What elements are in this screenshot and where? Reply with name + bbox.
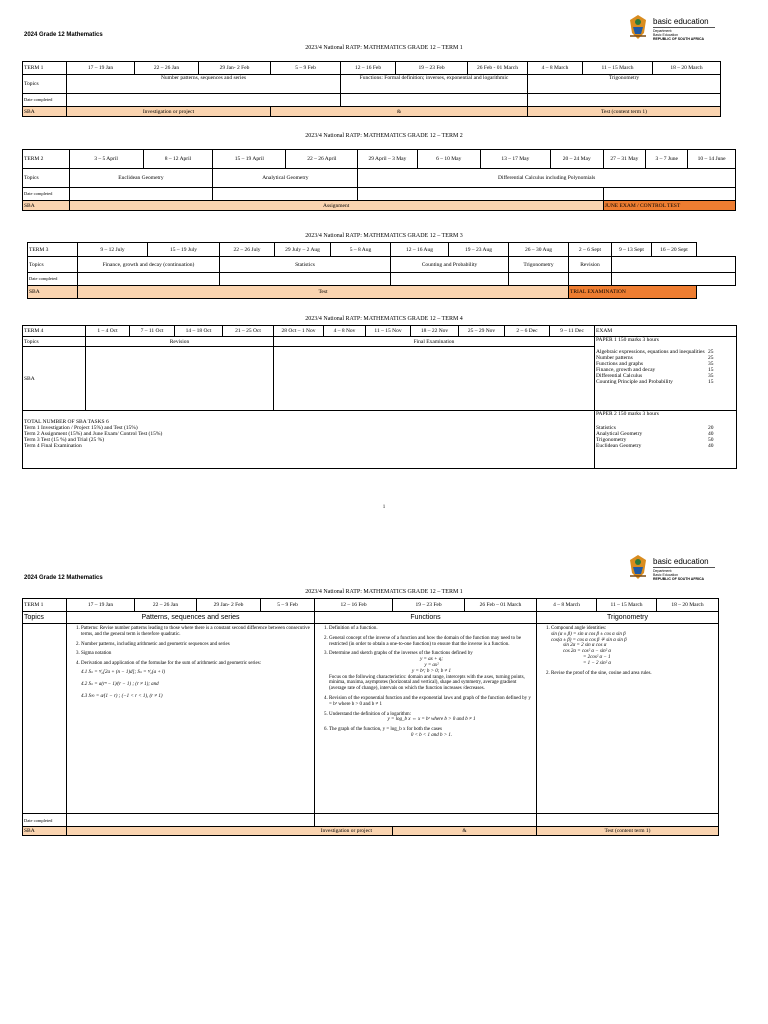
topic-cell: Counting and Probability	[391, 257, 509, 273]
logo-sub-3: REPUBLIC OF SOUTH AFRICA	[653, 577, 705, 581]
week-cell: 10 – 14 June	[688, 150, 736, 169]
paper1-heading: PAPER 1 150 marks 3 hours	[596, 337, 659, 343]
week-cell: 5 – 8 Aug	[331, 243, 391, 257]
week-cell: 29 April – 3 May	[358, 150, 417, 169]
exam-marks: 15	[708, 379, 714, 385]
patterns-item-text: Derivation and application of the formulae for the sum of arithmetic and geometric series:	[81, 661, 262, 667]
logo-divider	[653, 567, 715, 568]
functions-item-text: Understand the definition of a logarithm:	[329, 711, 412, 717]
topic-cell: Analytical Geometry	[213, 169, 358, 188]
week-cell: 18 – 20 March	[657, 599, 719, 612]
coat-of-arms-icon	[627, 553, 649, 581]
term1-title: 2023/4 National RATP: MATHEMATICS GRADE 12 – TERM 1	[305, 45, 463, 51]
week-cell: 11 – 15 March	[597, 599, 657, 612]
term2-title: 2023/4 National RATP: MATHEMATICS GRADE 12 – TERM 2	[305, 133, 463, 139]
term4-label: TERM 4	[23, 326, 86, 337]
week-cell: 12 – 16 Feb	[341, 62, 396, 75]
topic-cell: Functions: Formal definition; inverses, exponential and logarithmic	[341, 75, 528, 94]
logo-divider	[653, 27, 715, 28]
week-cell: 6 – 10 May	[417, 150, 480, 169]
trig-item: 2. Revise the proof of the sine, cosine and area rules.	[551, 671, 716, 677]
doc-header-title: 2024 Grade 12 Mathematics	[24, 575, 103, 581]
functions-item	[329, 651, 534, 692]
exam-marks: 40	[708, 431, 714, 437]
week-cell: 14 – 18 Oct	[175, 326, 223, 337]
column-heading: Patterns, sequences and series	[67, 612, 315, 624]
exam-topic: Euclidean Geometry	[596, 443, 642, 449]
topic-cell: Trigonometry	[509, 257, 569, 273]
week-cell: 4 – 8 March	[528, 62, 583, 75]
paper1-marks	[596, 349, 735, 385]
week-cell: 15 – 19 July	[148, 243, 220, 257]
term4-title: 2023/4 National RATP: MATHEMATICS GRADE 12 – TERM 4	[305, 316, 463, 322]
term1-label: TERM 1	[23, 62, 67, 75]
date-cell	[603, 188, 735, 201]
detail-table	[22, 598, 719, 836]
date-cell	[67, 94, 341, 107]
term2-table	[22, 149, 736, 211]
date-cell	[67, 814, 315, 827]
week-cell: 17 – 19 Jan	[67, 599, 135, 612]
trig-identity: cos 2α = cos² α − sin² α	[563, 649, 612, 655]
term3-title: 2023/4 National RATP: MATHEMATICS GRADE 12 – TERM 3	[305, 233, 463, 239]
trig-identity: sin (α ± β) = sin α cos β ± cos α sin β	[551, 631, 626, 637]
column-heading: Trigonometry	[537, 612, 719, 624]
week-cell: 29 July – 2 Aug	[275, 243, 331, 257]
sba-totals	[23, 411, 595, 469]
function-eq: y = ax²	[424, 662, 439, 668]
week-cell: 26 Feb – 01 March	[465, 599, 537, 612]
date-cell	[341, 94, 528, 107]
week-cell: 2 – 6 Sept	[569, 243, 612, 257]
topic-cell: Trigonometry	[528, 75, 721, 94]
date-cell	[78, 273, 220, 286]
week-cell: 26 Feb - 01 March	[468, 62, 528, 75]
week-cell: 7 – 11 Oct	[130, 326, 175, 337]
date-cell	[391, 273, 509, 286]
function-eq: y = bˣ; b > 0; b ≠ 1	[412, 668, 451, 674]
date-cell	[69, 188, 213, 201]
logo-name: basic education	[653, 557, 709, 566]
date-cell	[537, 814, 719, 827]
functions-item-text: The graph of the function, y = log_b x for both the cases	[329, 727, 442, 733]
sba-cell: Test	[78, 286, 569, 299]
sba-cell: Assignment	[69, 201, 603, 211]
trig-item-text: Compound angle identities:	[551, 626, 607, 631]
sba-cell	[274, 347, 595, 411]
trig-identity: sin 2α = 2 sin α cos α	[563, 643, 607, 649]
topic-cell: Euclidean Geometry	[69, 169, 213, 188]
topics-label: Topics	[23, 75, 67, 94]
totals-line: Term 1 Investigation / Project 15%) and Test (15%)	[24, 425, 138, 431]
exam-marks: 50	[708, 437, 714, 443]
log-definition: y = log_b x ⇔ x = bʸ where b > 0 and b ≠ 1	[387, 717, 476, 723]
exam-topic: Finance, growth and decay	[596, 367, 656, 373]
exam-marks: 40	[708, 443, 714, 449]
exam-marks: 20	[708, 425, 714, 431]
week-cell: 19 – 23 Feb	[393, 599, 465, 612]
week-cell: 22 – 26 April	[286, 150, 358, 169]
week-cell: 3 – 5 April	[69, 150, 143, 169]
patterns-item: 3. Sigma notation	[81, 651, 312, 657]
sba-label: SBA	[23, 107, 67, 117]
topic-cell: Number patterns, sequences and series	[67, 75, 341, 94]
topic-cell: Statistics	[220, 257, 391, 273]
week-cell: 22 – 26 July	[220, 243, 275, 257]
date-cell	[315, 814, 537, 827]
term4-table	[22, 325, 737, 469]
sba-cell: &	[393, 827, 537, 836]
dbe-logo	[627, 553, 717, 587]
week-cell: 18 – 22 Nov	[411, 326, 459, 337]
week-cell: 4 – 8 Nov	[324, 326, 366, 337]
week-cell: 18 – 20 March	[653, 62, 721, 75]
trig-identity: = 2cos² α − 1	[583, 654, 611, 660]
sba-cell: Test (content term 1)	[528, 107, 721, 117]
exam-topic: Functions and graphs	[596, 361, 644, 367]
exam-topic: Analytical Geometry	[596, 431, 643, 437]
column-heading: Functions	[315, 612, 537, 624]
topic-cell: Differential Calculus including Polynomials	[358, 169, 736, 188]
week-cell: 12 – 16 Aug	[391, 243, 449, 257]
logo-sub-3: REPUBLIC OF SOUTH AFRICA	[653, 37, 705, 41]
topic-cell: Revision	[569, 257, 612, 273]
exam-topic: Trigonometry	[596, 437, 627, 443]
sba-exam-cell: JUNE EXAM / CONTROL TEST	[603, 201, 735, 211]
week-cell: 26 – 30 Aug	[509, 243, 569, 257]
exam-marks: 25	[708, 355, 714, 361]
topics-label: Topics	[28, 257, 78, 273]
topics-blank	[23, 624, 67, 814]
trig-item	[551, 626, 716, 667]
exam-topic: Statistics	[596, 425, 616, 431]
exam-topic: Counting Principle and Probability	[596, 379, 673, 385]
week-cell: 11 – 15 March	[583, 62, 653, 75]
page-number: 1	[382, 505, 386, 510]
topic-cell: Finance, growth and decay (continuation)	[78, 257, 220, 273]
paper2-cell	[595, 411, 737, 469]
patterns-item: 2. Number patterns, including arithmetic and geometric sequences and series	[81, 642, 312, 648]
term3-label: TERM 3	[28, 243, 78, 257]
coat-of-arms-icon	[627, 13, 649, 41]
sba-cell: Test (content term 1)	[537, 827, 719, 836]
date-cell	[509, 273, 569, 286]
date-cell	[528, 94, 721, 107]
week-cell: 5 – 9 Feb	[261, 599, 315, 612]
week-cell: 28 Oct – 1 Nov	[274, 326, 324, 337]
week-cell: 20 – 24 May	[550, 150, 603, 169]
date-cell	[213, 188, 358, 201]
totals-line: Term 3 Test (15 %) and Trial (25 %)	[24, 437, 105, 443]
exam-topic: Differential Calculus	[596, 373, 643, 379]
week-cell: 5 – 9 Feb	[271, 62, 341, 75]
exam-topic: Algebraic expressions, equations and inequalities	[596, 349, 705, 355]
trig-content	[537, 624, 719, 814]
logo-name: basic education	[653, 17, 709, 26]
totals-line: Term 4 Final Examination	[24, 443, 82, 449]
week-cell: 13 – 17 May	[481, 150, 551, 169]
patterns-item	[81, 661, 312, 699]
week-cell: 9 – 11 Dec	[550, 326, 595, 337]
exam-marks: 15	[708, 367, 714, 373]
doc-header-title: 2024 Grade 12 Mathematics	[24, 32, 103, 38]
week-cell: 21 – 25 Oct	[223, 326, 274, 337]
sba-cell: Investigation or project	[67, 827, 393, 836]
topic-cell: Revision	[86, 337, 274, 347]
logo-sub-1: Department:	[653, 29, 673, 33]
formula-43: 4.3 S∞ = a⁄(1 − r) ; (−1 < r < 1), (r ≠ 1)	[81, 693, 163, 699]
week-cell: 19 – 23 Feb	[396, 62, 468, 75]
week-cell: 9 – 13 Sept	[612, 243, 652, 257]
week-cell: 22 – 26 Jan	[135, 62, 199, 75]
sba-cell	[86, 347, 274, 411]
detail-term-label: TERM 1	[23, 599, 67, 612]
week-cell: 29 Jan- 2 Feb	[197, 599, 261, 612]
sba-label: SBA	[28, 286, 78, 299]
functions-item-text: Determine and sketch graphs of the inverses of the functions defined by	[329, 651, 473, 657]
sba-label: SBA	[23, 827, 67, 836]
functions-item	[329, 712, 534, 724]
sba-label: SBA	[23, 201, 70, 211]
logo-sub-1: Department:	[653, 569, 673, 573]
formula-42: 4.2 Sₙ = a(rⁿ − 1)⁄(r − 1) ; (r ≠ 1); and	[81, 681, 159, 687]
sba-cell: &	[271, 107, 528, 117]
paper2-heading: PAPER 2 150 marks 3 hours	[596, 411, 659, 417]
topics-label: Topics	[23, 612, 67, 624]
exam-topic: Number patterns	[596, 355, 633, 361]
paper1-cell	[595, 337, 737, 411]
paper2-marks	[596, 425, 735, 449]
log-cases: 0 < b < 1 and b > 1.	[410, 732, 453, 738]
week-cell: 29 Jan- 2 Feb	[199, 62, 271, 75]
trig-identity: = 1 − 2 sin² α	[583, 660, 611, 666]
week-cell: 17 – 19 Jan	[67, 62, 135, 75]
date-label: Date completed	[23, 94, 67, 107]
date-cell	[612, 273, 736, 286]
week-cell: 16 – 20 Sept	[652, 243, 697, 257]
logo-sub-2: Basic Education	[653, 33, 679, 37]
week-cell: 27 – 31 May	[603, 150, 645, 169]
week-cell: 22 – 26 Jan	[135, 599, 197, 612]
functions-item: 1. Definition of a function.	[329, 626, 534, 632]
topics-label: Topics	[23, 337, 86, 347]
date-label: Date completed	[23, 188, 70, 201]
term2-label: TERM 2	[23, 150, 70, 169]
exam-label: EXAM	[595, 326, 737, 337]
week-cell: 15 – 19 April	[213, 150, 286, 169]
topic-cell	[612, 257, 736, 273]
sba-exam-cell: TRIAL EXAMINATION	[569, 286, 697, 299]
week-cell: 11 – 15 Nov	[366, 326, 411, 337]
sba-cell: Investigation or project	[67, 107, 271, 117]
week-cell: 1 – 4 Oct	[86, 326, 130, 337]
week-cell: 19 – 23 Aug	[449, 243, 509, 257]
topics-label: Topics	[23, 169, 70, 188]
functions-item: 4. Revision of the exponential function and the exponential laws and graph of the function defined by y = bˣ where b > 0 and b ≠ 1	[329, 696, 534, 708]
function-note: Focus on the following characteristics: domain and range, intercepts with the axes, turning points, minima, maxima, asymptotes (horizontal and vertical), shape and symmetry, average gradient (average rate of change), intervals on which the function increases /decreases.	[329, 674, 525, 692]
term1-table	[22, 61, 721, 117]
week-cell: 25 – 29 Nov	[459, 326, 505, 337]
exam-marks: 35	[708, 373, 714, 379]
function-eq: y = ax + q;	[420, 657, 443, 663]
week-cell: 4 – 8 March	[537, 599, 597, 612]
date-cell	[358, 188, 603, 201]
week-cell: 8 – 12 April	[143, 150, 213, 169]
totals-line: TOTAL NUMBER OF SBA TASKS 6	[24, 419, 109, 425]
detail-title: 2023/4 National RATP: MATHEMATICS GRADE 12 – TERM 1	[305, 589, 463, 595]
trig-identity: cos(α ± β) = cos α cos β ∓ sin α sin β	[551, 637, 627, 643]
topic-cell: Final Examination	[274, 337, 595, 347]
week-cell: 2 – 6 Dec	[505, 326, 550, 337]
week-cell: 3 – 7 June	[646, 150, 688, 169]
functions-item	[329, 727, 534, 739]
functions-item: 2. General concept of the inverse of a function and how the domain of the function may need to be restricted (in order to obtain a one-to-one function) to ensure that the inverse is a function.	[329, 636, 534, 648]
formula-41: 4.1 Sₙ = ⁿ⁄₂[2a + (n − 1)d]; Sₙ = ⁿ⁄₂(a + l)	[81, 669, 166, 675]
patterns-item: 1. Patterns: Revise number patterns leading to those where there is a constant second difference between consecutive terms, and the general term is therefore quadratic.	[81, 626, 312, 638]
date-label: Date completed	[28, 273, 78, 286]
week-cell: 9 – 12 July	[78, 243, 148, 257]
dbe-logo	[627, 13, 717, 47]
functions-content	[315, 624, 537, 814]
date-label: Date completed	[23, 814, 67, 827]
logo-sub-2: Basic Education	[653, 573, 679, 577]
date-cell	[220, 273, 391, 286]
term3-table	[27, 242, 736, 299]
week-cell: 12 – 16 Feb	[315, 599, 393, 612]
date-cell	[569, 273, 612, 286]
exam-marks: 35	[708, 361, 714, 367]
patterns-content	[67, 624, 315, 814]
exam-marks: 25	[708, 349, 714, 355]
totals-line: Term 2 Assignment (15%) and June Exam/ Control Test (15%)	[24, 431, 163, 437]
sba-label: SBA	[23, 347, 86, 411]
